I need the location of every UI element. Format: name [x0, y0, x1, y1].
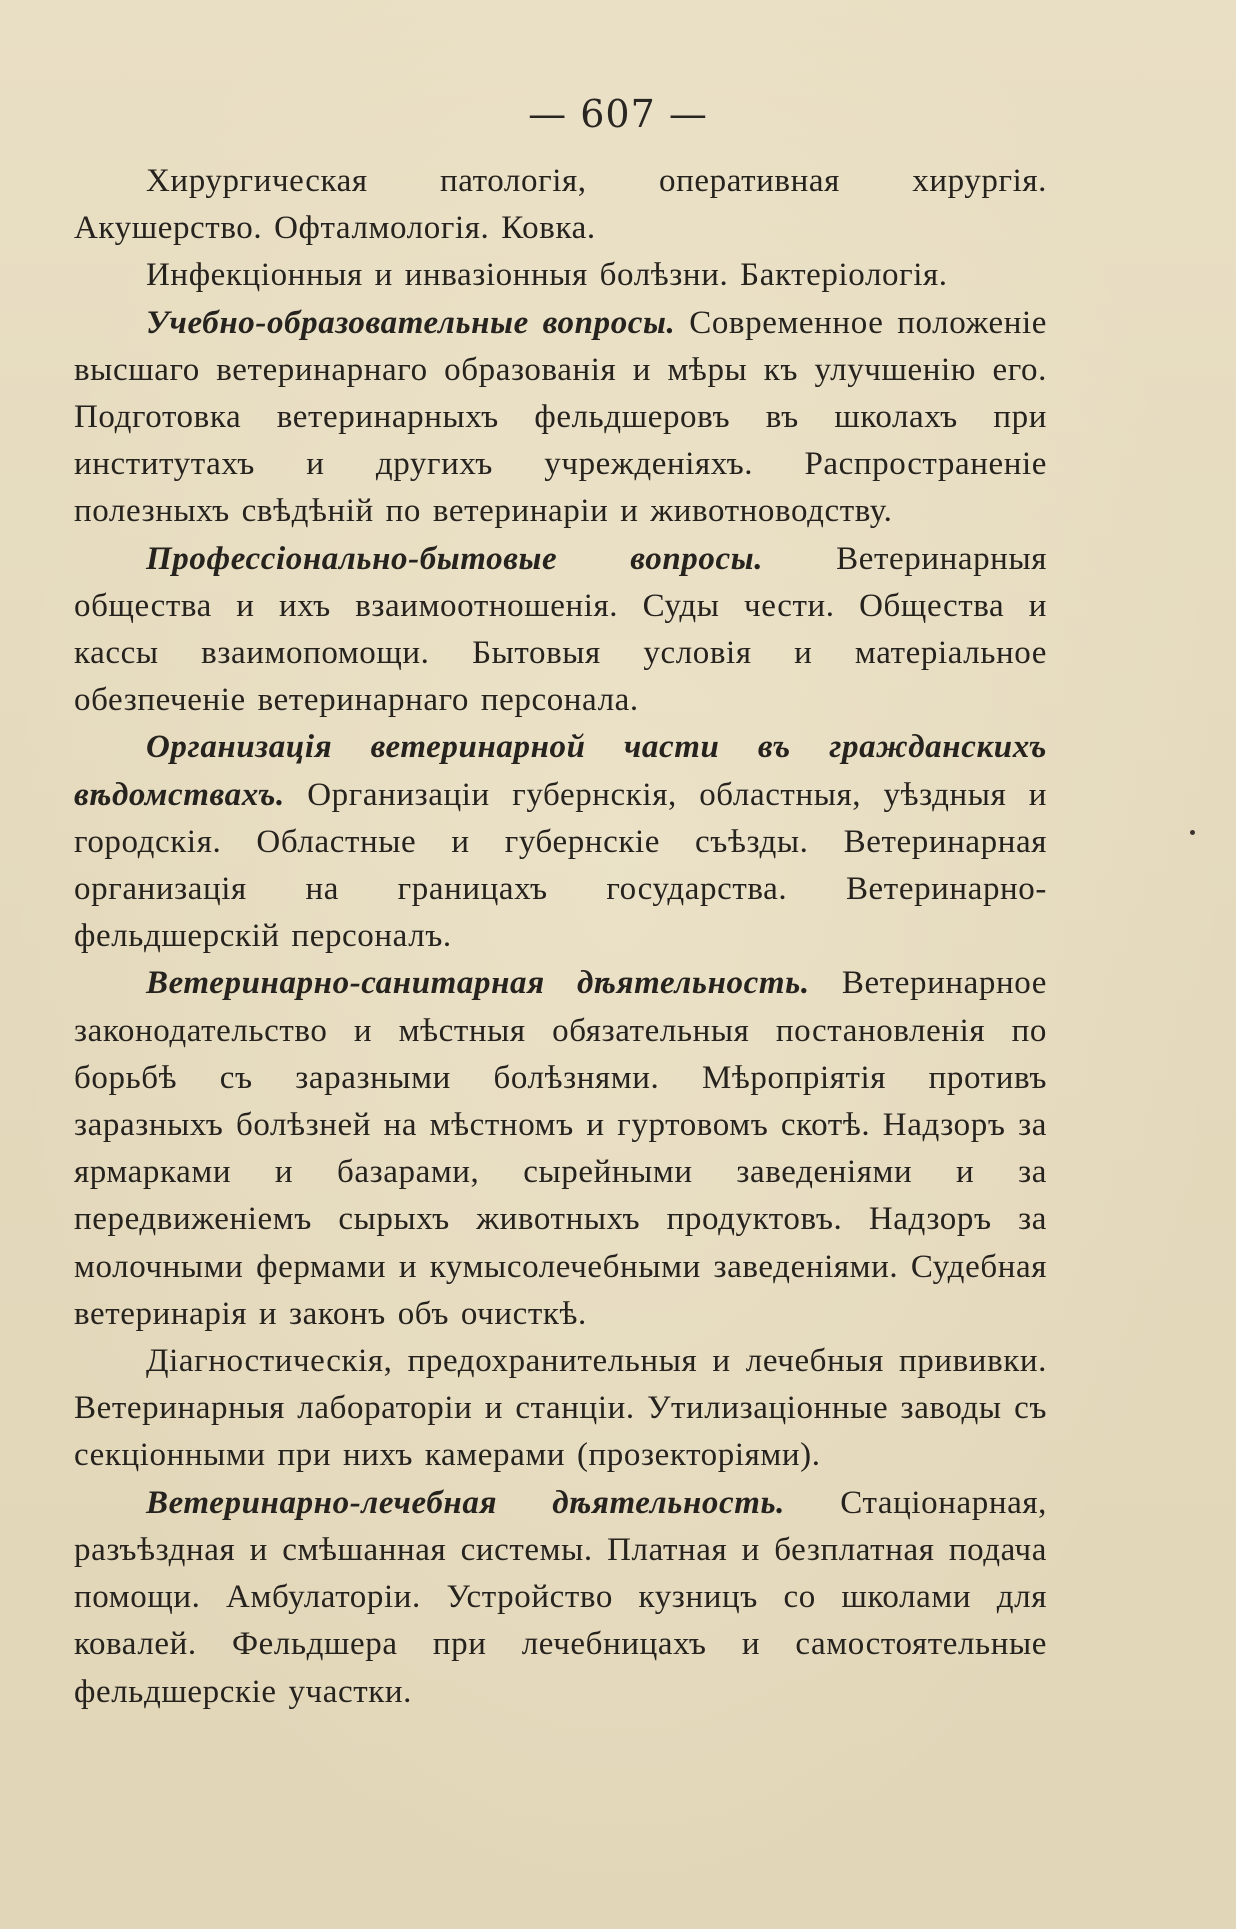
paragraph-text: Ветеринарныя общества и ихъ взаимоотношенія. Суды чести. Общества и кассы взаимопомощи. Бытовыя условія и матеріальное обезпеченіе ветеринарнаго персонала. — [74, 540, 1047, 719]
paragraph — [74, 158, 1047, 252]
paragraph-text: Хирургическая патологія, оперативная хирургія. Акушерство. Офталмологія. Ковка. — [74, 163, 1047, 247]
paragraph — [74, 724, 1047, 960]
ink-speck — [1190, 830, 1195, 835]
paragraph-text: Ветеринарное законодательство и мѣстныя обязательныя постановленія по борьбѣ съ заразными болѣзнями. Мѣропріятія противъ заразныхъ болѣзней на мѣстномъ и гуртовомъ скотѣ. Надзоръ за ярмарками и базарами, сырейными заведеніями и за передвиженіемъ сырыхъ животныхъ продуктовъ. Надзоръ за молочными фермами и кумысолечебными заведеніями. Судебная ветеринарія и законъ объ очисткѣ. — [74, 965, 1047, 1332]
paragraph-text: Современное положеніе высшаго ветеринарнаго образованія и мѣры къ улучшенію его. Подготовка ветеринарныхъ фельдшеровъ въ школахъ при институтахъ и другихъ учрежденіяхъ. Распространеніе полезныхъ свѣдѣній по ветеринаріи и животноводству. — [74, 304, 1047, 530]
paragraph-text: Стаціонарная, разъѣздная и смѣшанная системы. Платная и безплатная подача помощи. Амбулаторіи. Устройство кузницъ со школами для ковалей. Фельдшера при лечебницахъ и самостоятельные фельдшерскіе участки. — [74, 1484, 1047, 1710]
paragraph — [74, 252, 1047, 299]
paragraph — [74, 1338, 1047, 1480]
paragraph — [74, 960, 1047, 1338]
body-text — [74, 158, 1047, 1716]
paragraph — [74, 300, 1047, 536]
paragraph-heading: Ветеринарно-лечебная дѣятельность. — [146, 1484, 786, 1521]
paragraph-heading: Ветеринарно-санитарная дѣятельность. — [146, 965, 810, 1002]
paragraph-text: Инфекціонныя и инвазіонныя болѣзни. Бактеріологія. — [146, 257, 948, 294]
paragraph-text: Организаціи губернскія, областныя, уѣздныя и городскія. Областные и губернскіе съѣзды. Ветеринарная организація на границахъ государства. Ветеринарно-фельдшерскій персоналъ. — [74, 776, 1047, 955]
paragraph — [74, 536, 1047, 725]
paragraph-heading: Учебно-образовательные вопросы. — [146, 304, 676, 341]
page-number: — 607 — — [528, 92, 708, 136]
paragraph — [74, 1480, 1047, 1716]
paragraph-text: Діагностическія, предохранительныя и лечебныя прививки. Ветеринарныя лабораторіи и станціи. Утилизаціонные заводы съ секціонными при нихъ камерами (прозекторіями). — [74, 1343, 1047, 1474]
paragraph-heading: Организація ветеринарной части въ гражданскихъ вѣдомствахъ. — [74, 729, 1047, 813]
paragraph-heading: Профессіонально-бытовые вопросы. — [146, 540, 764, 577]
